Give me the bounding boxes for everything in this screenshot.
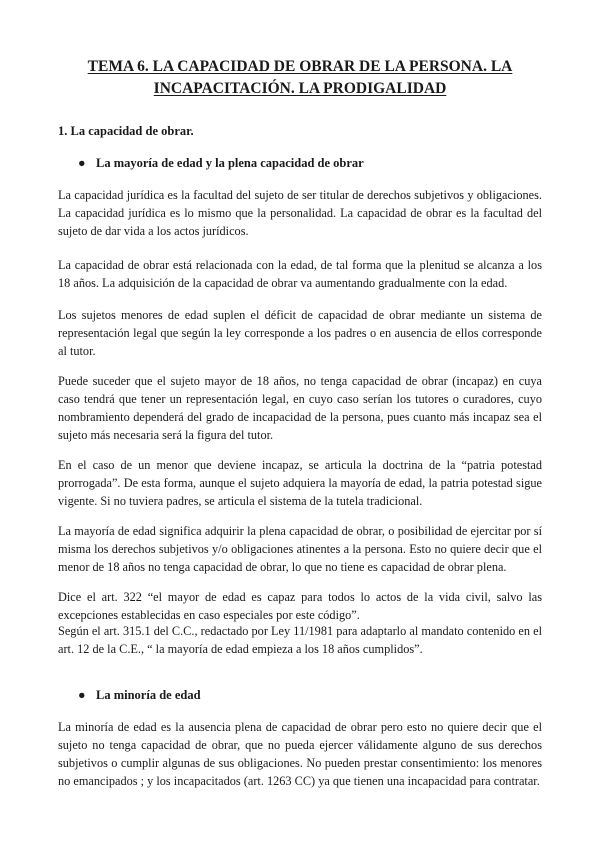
bullet-heading-minoria	[78, 688, 201, 703]
paragraph: La mayoría de edad significa adquirir la plena capacidad de obrar, o posibilidad de ejercitar por sí misma los derechos subjetivos y/o obligaciones atinentes a la persona. Esto no quiere decir que el menor de 18 años no tenga capacidad de obrar, lo que no tiene es capacidad de obrar plena.	[58, 524, 542, 574]
bullet-heading-mayoria	[78, 156, 364, 171]
section-heading: 1. La capacidad de obrar.	[58, 124, 194, 138]
bullet-heading-label: La mayoría de edad y la plena capacidad de obrar	[96, 156, 364, 170]
paragraph: Los sujetos menores de edad suplen el déficit de capacidad de obrar mediante un sistema de representación legal que según la ley corresponde a los padres o en ausencia de ellos corresponde al tutor.	[58, 308, 542, 358]
paragraph: Puede suceder que el sujeto mayor de 18 años, no tenga capacidad de obrar (incapaz) en cuya caso tendrá que tener un representación legal, en cuyo caso serían los tutores o curadores, cuyo nombramiento dependerá del grado de incapacidad de la persona, pues cuanto más incapaz sea el sujeto más necesaria será la figura del tutor.	[58, 374, 542, 442]
document-title: TEMA 6. LA CAPACIDAD DE OBRAR DE LA PERSONA. LA INCAPACITACIÓN. LA PRODIGALIDAD	[87, 58, 513, 97]
paragraph: En el caso de un menor que deviene incapaz, se articula la doctrina de la “patria potestad prorrogada”. De esta forma, aunque el sujeto adquiera la mayoría de edad, la patria potestad sigue vigente. Si no tuviera padres, se articula el sistema de la tutela tradicional.	[58, 458, 542, 508]
paragraph: La capacidad de obrar está relacionada con la edad, de tal forma que la plenitud se alcanza a los 18 años. La adquisición de la capacidad de obrar va aumentando gradualmente con la edad.	[58, 258, 542, 290]
bullet-dot-icon: ●	[78, 688, 86, 702]
bullet-heading-label: La minoría de edad	[96, 688, 201, 702]
paragraph: La minoría de edad es la ausencia plena de capacidad de obrar pero esto no quiere decir que el sujeto no tenga capacidad de obrar, que no pueda ejercer válidamente alguno de sus derechos subjetivos o cumplir algunas de sus obligaciones. No pueden prestar consentimiento: los menores no emancipados ; y los incapacitados (art. 1263 CC) ya que tienen una incapacidad para contratar.	[58, 720, 542, 788]
paragraph: Según el art. 315.1 del C.C., redactado por Ley 11/1981 para adaptarlo al mandato contenido en el art. 12 de la C.E., “ la mayoría de edad empieza a los 18 años cumplidos”.	[58, 624, 542, 656]
bullet-dot-icon: ●	[78, 156, 86, 170]
paragraph: La capacidad jurídica es la facultad del sujeto de ser titular de derechos subjetivos y obligaciones. La capacidad jurídica es lo mismo que la personalidad. La capacidad de obrar es la facultad del sujeto de dar vida a los actos jurídicos.	[58, 188, 542, 238]
paragraph: Dice el art. 322 “el mayor de edad es capaz para todos lo actos de la vida civil, salvo las excepciones establecidas en caso especiales por este código”.	[58, 590, 542, 622]
